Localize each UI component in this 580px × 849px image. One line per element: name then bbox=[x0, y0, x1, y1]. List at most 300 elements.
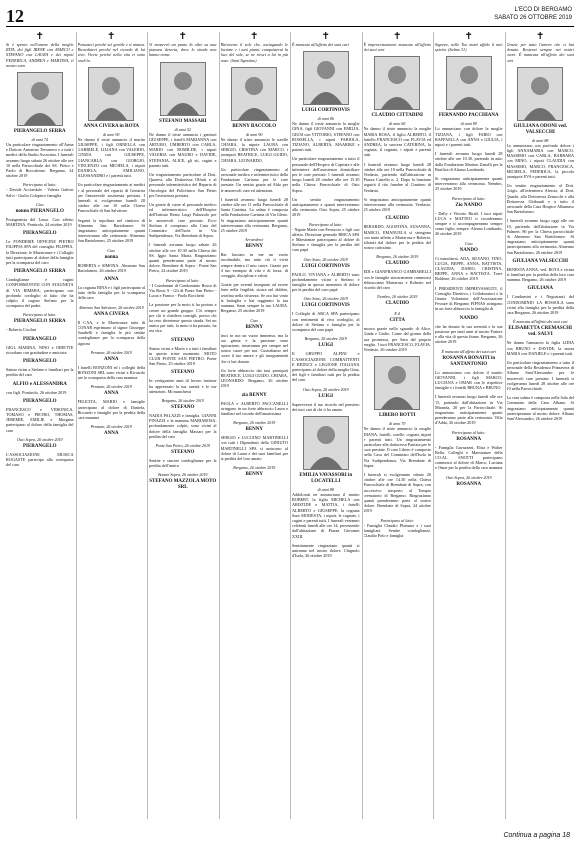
deceased-name: ROSANNA bbox=[456, 481, 482, 487]
deceased-name: GIULIANA bbox=[527, 286, 554, 292]
entry-text: Un particolare ringraziamento ai medici e al personale del reparto di Geriatria per l'amorevole assistenza prestata. I funerali si svolgeranno lunedì 28 ottobre alle ore 10 nella Chiesa Parrocchiale di San Salvatore. bbox=[77, 182, 145, 214]
deceased-name: LIBERO BOTTI bbox=[378, 413, 416, 419]
obituary-entry bbox=[6, 202, 74, 227]
entry-text: - Dally e Vittorio Birali. I tuoi nipoti LUCA e MATTEO ti ricorderanno sempre e ti accompagneranno sempre come figlio, sempre. Alzano Lombardo, 26 ottobre 2019 bbox=[435, 210, 503, 237]
column-divider bbox=[76, 32, 77, 819]
deceased-name: PIERANGELO bbox=[22, 336, 57, 342]
obituary-entry bbox=[435, 56, 503, 147]
portrait-photo bbox=[303, 51, 349, 105]
obituary-entry bbox=[221, 368, 289, 389]
obituary-entry bbox=[149, 172, 217, 198]
deceased-name: ANNA CIVERA in ROTA bbox=[83, 123, 140, 129]
obituary-column bbox=[507, 32, 575, 832]
obituary-entry bbox=[6, 231, 74, 265]
obituary-entry bbox=[221, 282, 289, 313]
obituary-column bbox=[6, 32, 74, 832]
obituary-entry bbox=[6, 72, 74, 178]
entry-text: In vestiguatrio anni di lavoro insieme ha apprezzato la tua onestà e le tue attenzioni. Mi mancherai bbox=[149, 378, 217, 394]
obituary-entry bbox=[435, 394, 503, 425]
entry-note: Prezzate, 26 ottobre 2019 bbox=[90, 349, 132, 355]
entry-note: Osio Sotto, 26 ottobre 2019 bbox=[303, 296, 348, 302]
obituary-entry bbox=[292, 543, 360, 559]
entry-text: - I Condomini di Condominio Rosso di Via Rossi 9 - Gli di Ponte San Pietro - Lucia e Franco - Paolo Rocchetti bbox=[149, 282, 217, 299]
entry-text: Ne danno l'annuncio la figlia LIDIA con BRUNO e DAVIDE, la nuora MARIA con DANIELE e i parenti tutti. bbox=[506, 340, 574, 356]
entry-note: È mancata all'affetto dei suoi cari bbox=[441, 348, 496, 354]
entry-text: Un ringraziamento particolare al Dott. Quaresi, alla Dottoressa Olfatti e al personale infermieristico del Reparto di Oncologia del Policlinico San Pietro per l'assistenza prestata. bbox=[149, 172, 217, 198]
entry-text: Un grazie di cuore al personale medico ed infermieristico dell'Hospice dell'Istituto Beato Luigi Palazzolo per le amorevoli cure prestate. Ecco Stefano il compenso alla Casa del Commiato dell'Isola in Via Sudipendenza, Via Brembate di Sopra. bbox=[149, 202, 217, 239]
entry-text: I funerali avranno luogo lunedì 28 ottobre alle ore 10.30, partendo in auto dalla Fondazione Martino Zanolli per la Basilica di Alzano Lombardo. bbox=[435, 151, 503, 172]
deceased-name: nonno PIERANGELO bbox=[15, 208, 64, 214]
column-divider bbox=[505, 32, 506, 819]
obituary-entry bbox=[221, 32, 289, 63]
column-divider bbox=[362, 32, 363, 819]
obituary-entry bbox=[149, 443, 217, 468]
portrait-photo bbox=[374, 56, 420, 110]
entry-text: con figli. Pontirolo, 26 ottobre 2019 bbox=[6, 389, 67, 395]
column-divider bbox=[147, 32, 148, 819]
entry-text: I Colleghi di ARCA SPA partecipano con sentimenti di viva cordoglio, al dolore di Stefano e famiglia per la scomparsa del caro papà bbox=[292, 311, 360, 333]
obituary-entry bbox=[507, 183, 575, 214]
entry-text: La cara salma è composta nella Sala del Commiato della Casa Albano. Si ringraziano anticipatamente quanti parteciperanno al nostro dolore. Albano Sant'Alessandro, 26 ottobre 2019 bbox=[506, 395, 574, 421]
entry-text: FELICITA, MARIO e famiglie partecipano al dolore di Daniela, Riccardo e famiglie per la perdita della cara mamma bbox=[77, 399, 145, 420]
entry-text: EDI e GIANFRANCO GAMBARELLI con le famiglie sinceramente commossi abbracciano Mariarosa e Roberto nel ricordo del caro bbox=[363, 269, 431, 291]
obituary-entry bbox=[149, 242, 217, 273]
deceased-name: PIERANGELO SERRA bbox=[13, 319, 66, 325]
entry-text: ROBERTA e SIMONA. Almenno San Bartolomeo, 26 ottobre 2019 bbox=[77, 262, 145, 273]
deceased-name: CLAUDIO bbox=[385, 301, 410, 307]
obituary-entry bbox=[292, 387, 360, 412]
obituary-entry bbox=[78, 305, 146, 346]
entry-note: Ciao bbox=[464, 240, 473, 246]
age-label: di anni 52 bbox=[174, 126, 191, 132]
entry-text: Grazie per averml insegnato ad essere forte nella fragilità, sicura nel dubbio, serafina nella tristezza. Se ora hai vinto la battaglia e hai raggiunto la tua mamma. Sarai sempre la tua LAURA. Bergamo, 25 ottobre 2019 bbox=[220, 282, 288, 314]
age-label: di anni 79 bbox=[389, 421, 406, 427]
deceased-name: STEFANO bbox=[171, 337, 195, 343]
obituary-entry bbox=[507, 32, 575, 63]
deceased-name: STEFANO MAZZOLA MOTO SRL bbox=[149, 479, 217, 491]
obituary-entry bbox=[78, 277, 146, 301]
entry-text: I funerali avranno luogo oggi alle ore 10, partendo dall'abitazione in Via Palmeri, 86 per la Chiesa parrocchiale di Almenno San Bartolomeo. Si ringraziano anticipatamente quanti parteciperanno alla cerimonia. Almenno San Bartolomeo, 26 ottobre 2019 bbox=[506, 218, 574, 255]
entry-note: Partecipano al lutto: bbox=[22, 312, 57, 318]
entry-note: Nembro, 26 ottobre 2019 bbox=[377, 294, 418, 300]
obituary-column bbox=[292, 32, 360, 832]
entry-note: Bergamo, 26 ottobre 2019 bbox=[161, 397, 204, 403]
deceased-name: LUIGI bbox=[318, 393, 334, 399]
deceased-name: CITTA bbox=[389, 318, 405, 324]
entry-text: Il GRUPPO ALPINI e L'ASSOCIAZIONE COMBATTENTI E REDUCI e LEGIONE ITALIANA partecipano al dolore della moglie Gina, dei figli e familiari tutti per la perdita del caro bbox=[292, 351, 360, 383]
entry-text: Seguirà la sepoltura nel cimitero di Almenno San Bartolomeo. Si ringraziano anticipatamente quanti interverranno alle cerimonie. Almenno San Bartolomeo, 25 ottobre 2019 bbox=[77, 217, 145, 244]
obituary-entry bbox=[364, 294, 432, 307]
obituary-entry bbox=[435, 241, 503, 282]
age-label: di anni 90 bbox=[246, 131, 263, 137]
obituary-entry bbox=[6, 437, 74, 468]
obituary-column bbox=[364, 32, 432, 832]
obituary-entry bbox=[292, 296, 360, 332]
obituary-entry bbox=[364, 311, 432, 352]
entry-text: I funerali si svolgeranno sabato 26 ottobre alle ore 14.30 nella Chiesa Parrocchiale di Brembate di Sopra, con successivo trasporto al Tempio crematorio di Bergamo. Ringraziamo quanti prenderanno parte al nostro dolore. Brembate di Sopra, 24 ottobre 2019 bbox=[363, 471, 431, 514]
issue-date: SABATO 26 OTTOBRE 2019 bbox=[494, 15, 572, 21]
deceased-name: PIERANGELO bbox=[22, 443, 57, 449]
obituary-entry bbox=[292, 416, 360, 539]
entry-note: Prezzate, 26 ottobre 2019 bbox=[90, 424, 132, 430]
entry-text: Un particolare ringraziamento all'Arma e Dottore Antonino Terranova e a tutti i medici della Studio Associato. I funerali avranno luogo sabato 26 ottobre alle ore 10 nella Parrocchiale dei SS. Pietro e Paolo di Boccaleone. Bergamo, 24 ottobre 2019 bbox=[6, 142, 74, 179]
obituary-entry bbox=[78, 424, 146, 437]
entry-text: È improvvisamente mancato all'affetto dei suoi cari bbox=[363, 42, 431, 53]
obituary-entry bbox=[221, 197, 289, 233]
entry-note: Bergamo, 26 ottobre 2019 bbox=[233, 420, 276, 426]
obituary-entry bbox=[6, 312, 74, 332]
deceased-name: LUIGI CORTINOVIS bbox=[301, 263, 350, 269]
entry-note: Ciao bbox=[107, 247, 116, 253]
deceased-name: BENNY bbox=[245, 324, 263, 330]
deceased-name: PIERANGELO SERRA bbox=[13, 269, 66, 275]
obituary-entry bbox=[435, 349, 503, 391]
entry-text: Ne danno il triste annuncio i genitori GIUSEPPE, i fratelli MARIANNA con ARTURO, UMBERTO con CARLA, MARIO con ROMILDE, i nipoti VALERIA con MAURO e DAVIDE, STEFANIA, ALICE, gli zii, cugini e parenti tutti. bbox=[149, 131, 217, 168]
entry-text: Un particolare ringraziamento a tutto il personale della Residenza Primavera di Albano Sant'Alessandro per le amorevoli cure prestate. I funerali si svolgeranno lunedì 28 ottobre alle ore 10 nella Parrocchiale. bbox=[506, 359, 574, 391]
obituary-entry bbox=[78, 384, 146, 420]
entry-text: Un particolare ringraziamento a tutto il personale dell'Hospice di Capriate e alle infermiere dell'assistenza domiciliare per le cure prestate. I funerali avranno luogo lunedì 28 ottobre alle ore 15.30 nella Chiesa Parrocchiale di Osio Sopra. bbox=[292, 156, 360, 193]
entry-note: Almenno San Salvatore, 26 ottobre 2019 bbox=[78, 304, 144, 310]
entry-text: Si ringraziano anticipatamente quanti interverranno alla cerimonia. Verdasio, 25 ottobre 2019 bbox=[363, 196, 431, 213]
obituary-entry bbox=[221, 237, 289, 278]
obituary-entry bbox=[507, 395, 575, 421]
obituary-column bbox=[221, 32, 289, 832]
portrait-photo bbox=[517, 67, 563, 121]
entry-text: PAOLA e ALBERTO PACCANELLI stringono in un forte abbraccio Laura e familiari nel ricordo dell'amatissima bbox=[220, 400, 288, 416]
obituary-entry bbox=[507, 286, 575, 315]
age-label: di anni 66 bbox=[389, 121, 406, 127]
entry-text: Vi mostrerò un punto là oltre su una pianura deserta, dove le strade non hanno nome. bbox=[149, 42, 217, 58]
age-label: di anni 86 bbox=[317, 116, 334, 122]
entry-note: Ciao bbox=[35, 201, 44, 207]
obituary-entry bbox=[364, 197, 432, 213]
deceased-name: STEFANO bbox=[171, 449, 195, 455]
obituary-entry bbox=[364, 356, 432, 468]
age-label: di anni 74 bbox=[31, 137, 48, 143]
obituary-entry bbox=[292, 156, 360, 192]
deceased-name: ELISABETTA CREMASCHI ved. SALVI bbox=[508, 326, 573, 338]
obituary-entry bbox=[78, 218, 146, 244]
entry-note: Partecipano al lutto: bbox=[22, 182, 57, 188]
deceased-name: CLAUDIO bbox=[385, 261, 410, 267]
entry-text: I fratelli BONZONI ed i colleghi della BONZONI SRL sono vicini a Riccardo per la scomparsa della cara mamma bbox=[77, 364, 145, 381]
cross-icon: ✝ bbox=[393, 32, 402, 42]
obituary-entry bbox=[221, 318, 289, 364]
entry-text: - Nipote Mario con Ferruccio e figli con affetto. Direzione generale BRICA SPA e Maestranze partecipano al dolore di Stefano e famiglia per la perdita del caro papà bbox=[292, 226, 360, 253]
deceased-name: CLAUDIO CITTADINI bbox=[371, 113, 423, 119]
obituary-entry bbox=[149, 278, 217, 299]
obituary-entry bbox=[6, 382, 74, 395]
obituary-entry bbox=[221, 420, 289, 461]
deceased-name: ROSANNA bbox=[456, 436, 482, 442]
deceased-name: BENNY BACCOLO bbox=[232, 123, 277, 129]
obituary-entry bbox=[364, 216, 432, 250]
entry-text: Ne danno il triste annuncio le sorelle CHIARA, la nipote LAURA con SERGIO, CRISTINA con MARCO, i pronipoti BEATRICE, LUIGI GUIDO, CHIARA, LEONARDO. bbox=[220, 136, 288, 163]
column-divider bbox=[433, 32, 434, 819]
portrait-photo bbox=[374, 356, 420, 410]
entry-text: FRANCESCO e VERONICA, TOMASO e PIETRO, THOMAS, JEREMIE, EMILIE e Morgana partecipano al dolore della famiglia del caro bbox=[6, 406, 74, 433]
age-label: di anni 90 bbox=[103, 131, 120, 137]
entry-text: ancora grazie nello sguardo di Alice, Giada e Giulio. Come dal giorno della sua promessa, per Sara dal proprio meglio. I tuoi FRANCESCO, FLAVIA. Verdasio, 26 ottobre 2019 bbox=[363, 326, 431, 353]
entry-text: Si è spento nell'amore della moglie RITA, dei figli IRENE con MARCO e STEFANO con LAURA e dei nipoti FEDERICA, ANDREA e MARTINA, il nostro caro bbox=[6, 42, 74, 68]
obituary-column bbox=[78, 32, 146, 832]
entry-text: I funerali avranno luogo lunedì 28 ottobre alle ore 10 nella Parrocchiale di Verdasio, partendo dall'abitazione in Piazza Castello n. 2. Dopo la funzione seguirà il rito funebre al Cimitero di Verdasio. bbox=[363, 161, 431, 193]
entry-text: Un sentito ringraziamento anticipatamente a quanti interverranno alla cerimonia. Osio Sopra, 25 ottobre 2019 bbox=[292, 196, 360, 218]
entry-text: Lo annunciano con dolore il marito GIOVANNI, i figli MARCO, LUCIANA e OMAR con le rispettive famiglie e i fratelli BRUNA e BRUNO. bbox=[435, 369, 503, 391]
portrait-photo bbox=[17, 72, 63, 126]
obituary-entry bbox=[435, 475, 503, 488]
obituary-entry bbox=[292, 336, 360, 382]
entry-note: Prezzate, 26 ottobre 2019 bbox=[90, 384, 132, 390]
obituary-entry bbox=[6, 182, 74, 197]
deceased-name: FERNANDO PACCHIANA bbox=[438, 113, 499, 119]
obituary-entry bbox=[78, 248, 146, 273]
entry-text: Le FONDERIE OFFICINE PIETRO FILIPPIA SPA del consiglio FILIPPIA, la Direzione, le Maestranze e i Collaghi tutti partecipano al dolore della famiglia per la scomparsa del caro bbox=[6, 239, 74, 266]
cross-icon: ✝ bbox=[464, 32, 473, 42]
deceased-name: ROSANNA BONAITI in SANTANTONIO bbox=[442, 355, 496, 367]
entry-note: Osio Sotto, 26 ottobre 2019 bbox=[303, 256, 348, 262]
cross-icon: ✝ bbox=[321, 32, 330, 42]
obituary-entry bbox=[221, 67, 289, 163]
entry-text: I funerali avranno luogo lunedì 28 ottobre alle ore 11 nella Parrocchiale di Santa Caterina. La salma è composta nella Fondazione Carisma di Via Gleno. Si ringraziano anticipatamente quanti interverranno alla cerimonia. Bergamo, 25 ottobre 2019 bbox=[220, 196, 288, 234]
entry-text: Ne danno il triste annuncio la moglie MARIA ROSA, il figlio ALBERTO, il fratello FRANCESCO con FLAVIA ed ANDREA, la suocera CATERINA, la cognata, il cognato, i nipoti e parenti tutti. bbox=[363, 126, 431, 158]
entry-text: Grazie per tutto l'amore che ci hai donato. Resterai sempre nei nostri cuori. È mancata all'affetto dei suoi cari bbox=[506, 42, 574, 63]
deceased-name: PIERANGELO bbox=[22, 359, 57, 365]
deceased-name: GIULIANA VALSECCHI bbox=[512, 258, 569, 264]
obituary-entry bbox=[507, 259, 575, 283]
entry-text: Saimo vicini a Stefano e familiari per la perdita del caro bbox=[6, 367, 74, 378]
entry-text: Ne danno il triste annuncio la moglie DIANA, fratelli, sorelle, cognati, nipoti e parenti tutti. Un ringraziamento particolare alla dottoressa Patrizia per le cure prestate. Il caro Libero è composto nella Casa del Commiato dell'Isola in Via Sudipendenza, Via Brembate di Sopra. bbox=[363, 426, 431, 468]
deceased-name: STEFANO MASSARI bbox=[158, 118, 207, 124]
deceased-name: zia BENNY bbox=[241, 392, 267, 398]
portrait-photo bbox=[88, 67, 134, 121]
entry-text: - Davide Acciardulo - Valeria Galessi Salvi - Giulio Colaprice famiglia bbox=[6, 187, 74, 198]
obituary-entry bbox=[364, 472, 432, 514]
entry-text: Il CAA, e le Maestranze tutte di CONAR esprimono al signor Giuseppe Sarabelli e famiglia le più sentite condoglianze per la scomparsa della signora bbox=[77, 319, 145, 346]
obituary-entry bbox=[435, 196, 503, 237]
entry-text: Un particolare ringraziamento al personale medico e infermieristico della Fondazione Carisma per le cure prestate. Un sentito grazie ad Aldo per le amorevoli cure ed attenzioni. bbox=[220, 166, 288, 193]
entry-text: Un forte abbraccio dai tuoi pronipoti BEATRICE, LUIGI GUIDO, CHIARA, LEONARDO. Bergamo, 26 ottobre 2019 bbox=[220, 367, 288, 389]
obituary-entry bbox=[149, 32, 217, 58]
entry-note: Arrivederci bbox=[245, 237, 264, 243]
header-rule bbox=[6, 26, 574, 27]
obituary-entry bbox=[507, 360, 575, 391]
obituary-entry bbox=[149, 370, 217, 394]
entry-note: Partecipano al lutto: bbox=[165, 277, 200, 283]
entry-note: Ciao bbox=[250, 317, 259, 323]
deceased-name: PIERANGELO bbox=[22, 231, 57, 237]
obituary-entry bbox=[221, 393, 289, 417]
cross-icon: ✝ bbox=[35, 32, 44, 42]
deceased-name: LUIGI CORTINOVIS bbox=[301, 108, 350, 114]
age-label: di anni 88 bbox=[317, 486, 334, 492]
obituary-entry bbox=[435, 32, 503, 52]
entry-text: ERNESTA ANNA, ved. ROTA e vicina ai familiari per la perdita della loro cara mamma. Bergamo, 26 ottobre 2019 bbox=[506, 266, 574, 283]
cross-icon: ✝ bbox=[250, 32, 259, 42]
obituary-entry bbox=[292, 51, 360, 152]
obituary-entry bbox=[221, 465, 289, 478]
entry-text: Supereverai il tuo ricordo nel pensiero dei tuoi cari di chi ti ha amato. bbox=[292, 401, 360, 412]
obituary-entry bbox=[292, 32, 360, 47]
entry-text: Ne danno il triste annuncio il marito GIUSEPPE, i figli ORNELLA con GABRIELE, LILIANA con VALERIO, CINZIA con GIUSEPPE, GIANCARLA con GIORGIO, VINCENZO con MICHELA, i nipoti DANIELA, EMILIANO, ALESSANDRO e i parenti tutti. bbox=[77, 136, 145, 179]
obituary-entry bbox=[364, 254, 432, 290]
entry-text: PAOLO, VIVIANA e ALBERTO sono profondamente vicini a Stefano e famiglia in questo momento di dolore per la perdita del caro papà bbox=[292, 271, 360, 293]
entry-text: Hai lasciato in me un vuoto incolmabile, ma tutto ciò ti vivrà sempre dentro il mio cuore. Grazie per il tuo esempio di vita e di forza, di coraggio, disciplina e valori. bbox=[220, 252, 288, 279]
entry-note: E.il bbox=[394, 311, 401, 317]
entry-text: - Famiglia Claudio Plomaso e i suoi famigliari. Sentite condoglianze, Claudio Polo e famiglia bbox=[363, 522, 431, 538]
obituary-entry bbox=[435, 176, 503, 192]
page-header bbox=[0, 0, 580, 30]
entry-text: SERGIO e LUCIANO MARTINELLI con tutti i Dipendenti della GINIUTO MARTINELLI SPA si uniscono al dolore di Laura e dei suoi familiari per la perdita del loro amato bbox=[220, 435, 288, 461]
deceased-name: nonna bbox=[104, 254, 118, 260]
entry-text: Sentite e sincere condoglianze per la perdita dell'amico bbox=[149, 457, 217, 469]
entry-text: - Famiglia Gavazzeni, Elisa e Walter Bella. Colleghi e Maestranze della CO.AL. SNOTTI partecipano commossi al dolore di Marco, Luciana e Omar per la perdita della cara mamma bbox=[435, 444, 503, 471]
obituary-entry bbox=[6, 32, 74, 68]
age-label: di anni 89 bbox=[460, 121, 477, 127]
entry-text: Pensateci perché sei gentile e ti amava. Ricordatevi perché nel ricordo di lui vivo. Vivete perché nella vita ci sono anch'io. bbox=[77, 42, 145, 63]
entry-text: Lo annunciano con profondo dolore i figli ANNAMARIA con MARCO, MASSIMO con CARLA, BARBARA con MINO, i nipoti CLAUDIA con MASSIMO, MARCO, FRANCESCA, MICHELA, FEDERICA, la piccola pronipote EVA e parenti tutti. bbox=[506, 142, 574, 180]
entry-note: Bonate Sopra, 26 ottobre 2019 bbox=[158, 472, 208, 478]
obituary-entry bbox=[6, 399, 74, 433]
portrait-photo bbox=[160, 62, 206, 116]
obituary-entry bbox=[149, 62, 217, 168]
deceased-name: ALFIO e ALESSANDRA bbox=[12, 381, 67, 387]
entry-text: Sentitamente ringraziano quanti si uniranno nel nostro dolore. Chignolo d'Isola, 26 ottobre 2019 bbox=[292, 542, 360, 559]
deceased-name: BENNY bbox=[245, 427, 263, 433]
obituary-entry bbox=[435, 151, 503, 172]
obituary-entry bbox=[435, 286, 503, 312]
deceased-name: BENNY bbox=[245, 244, 263, 250]
obituary-entry bbox=[149, 398, 217, 439]
entry-note: Osio Sopra, 26 ottobre 2019 bbox=[445, 474, 492, 480]
entry-note: Partecipano al lutto: bbox=[451, 429, 486, 435]
cross-icon: ✝ bbox=[536, 32, 545, 42]
obituary-entry bbox=[149, 472, 217, 491]
deceased-name: ANNA CIVERA bbox=[93, 311, 129, 317]
continuation-note: Continua a pagina 18 bbox=[503, 832, 570, 839]
entry-text: I funerali avranno luogo lunedì alle ore 15, partendo dall'abitazione in Via Miranda, 20 per la Parrocchiale. Si ringraziano anticipatamente quanti prenderanno parte alla cerimonia. Villa d'Adda, 26 ottobre 2019 bbox=[435, 394, 503, 426]
deceased-name: NANDO bbox=[459, 247, 478, 253]
deceased-name: NANDO bbox=[459, 315, 478, 321]
obituary-entry bbox=[507, 319, 575, 356]
entry-text: Protagonista del Lasso. Con affetto MARTINA. Pontirolo, 24 ottobre 2019 bbox=[6, 216, 74, 228]
entry-note: Osio Sopra, 26 ottobre 2019 bbox=[302, 386, 349, 392]
entry-text: La cognata RINA e i figli partecipano al lutto della famiglia per la scomparsa della cara bbox=[77, 285, 145, 301]
column-divider bbox=[219, 32, 220, 819]
obituary-entry bbox=[292, 197, 360, 218]
entry-text: lasci in noi un vuoto immenso, ma la tua grinta e la passione sono ispirazione, rimarranno per sempre nel nostro cuore per noi. Custodiamo nel cuore il tuo amore e gli insegnamenti che ci hai donato. bbox=[220, 332, 288, 364]
deceased-name: LUIGI CORTINOVIS bbox=[301, 303, 350, 309]
entry-text: L'ASSOCIAZIONE MUSICA ROGASTE partecipa alla scomparsa del caro bbox=[6, 451, 74, 468]
entry-note: Ponte San Pietro, 26 ottobre 2019 bbox=[155, 442, 211, 448]
obituary-entry bbox=[149, 302, 217, 333]
entry-text: Si ringraziano anticipatamente quanti interverranno alla cerimonia. Nembro, 25 ottobre 2019 bbox=[435, 176, 503, 192]
portrait-photo bbox=[446, 56, 492, 110]
entry-text: I PRESIDENTI IMPREVASSUITI, il Consiglio Direttivo, i Collaboratori e la Giunta Volontaria dell'Associazione Fessure di Bergamo FIPNAS stringono in un forte abbraccio la famiglia di bbox=[435, 285, 503, 312]
obituary-entry bbox=[364, 56, 432, 157]
entry-text: Siamo vicini a Mario e a tutti i familiari in questo triste momento. MOTO CLUB PONTE SAN PIETRO. Ponte San Pietro, 25 ottobre 2019 bbox=[149, 345, 217, 367]
deceased-name: BENNY bbox=[245, 472, 263, 478]
entry-text: Signore, nelle Tue mani affido il mio spirito. (Salmo 31) bbox=[435, 42, 503, 53]
entry-text: I funerali avranno luogo sabato 26 ottobre alle ore 10.30 nella Chiesa dei SS. Iggio Santa Maria. Ringraziamo quanti prenderanno parte al nostro dolore. Brembate di Sopra - Ponte San Pietro, 24 ottobre 2019 bbox=[149, 242, 217, 274]
obituary-entry bbox=[507, 218, 575, 254]
entry-text: Condoglianze e cugini CONFORMOTONI CON STAGNETA di VIA RIMERA, partecipano con profondo cordoglio al lutto che ha colpito il cugino Stefano per la scomparsa del padre. bbox=[6, 277, 74, 309]
entry-text: Lo annunciano con dolore la moglie TIZIANA, i figli FABIO con RAFFAELLA con ANNA e GIULIA, i nipoti e i parenti tutti. bbox=[435, 126, 503, 148]
portrait-photo bbox=[303, 416, 349, 470]
obituary-entry bbox=[364, 162, 432, 193]
obituary-entry bbox=[78, 182, 146, 213]
obituary-entry bbox=[221, 167, 289, 193]
entry-note: Partecipano al lutto: bbox=[308, 221, 343, 227]
deceased-name: PIERANGELO bbox=[22, 398, 57, 404]
obituary-entry bbox=[78, 67, 146, 179]
obituary-entry bbox=[507, 67, 575, 179]
obituary-entry bbox=[6, 269, 74, 308]
obituary-entry bbox=[364, 518, 432, 539]
obituary-entry bbox=[435, 316, 503, 345]
paper-name: L'ECO DI BERGAMO bbox=[514, 7, 572, 13]
column-divider bbox=[290, 32, 291, 819]
obituary-entry bbox=[149, 338, 217, 367]
entry-note: È mancata all'affetto dei suoi cari bbox=[512, 319, 568, 325]
cross-icon: ✝ bbox=[107, 32, 116, 42]
obituary-entry bbox=[78, 32, 146, 63]
entry-text: NADIA PALAZZI e famiglia. GIANNI FINAZZI e la mamma MARIAROSA, profondamente colpiti, sono vicini al dolore della famiglia Massari per la perdita del caro bbox=[149, 412, 217, 439]
cross-icon: ✝ bbox=[178, 32, 187, 42]
page-number: 12 bbox=[6, 6, 24, 26]
entry-text: È mancato all'affetto dei suoi cari bbox=[292, 42, 350, 47]
entry-text: - Roberta Cicolari bbox=[6, 327, 37, 333]
deceased-name: PIERANGELO SERRA bbox=[13, 129, 66, 135]
entry-note: Partecipano al lutto: bbox=[380, 517, 415, 523]
obituary-entry bbox=[149, 202, 217, 238]
deceased-name: CLAUDIO bbox=[385, 216, 410, 222]
deceased-name: ANNA bbox=[104, 391, 119, 397]
entry-note: Osio Sopra, 26 ottobre 2019 bbox=[16, 436, 63, 442]
obituary-entry bbox=[78, 350, 146, 381]
obituary-entry bbox=[435, 430, 503, 471]
deceased-name: EMILIA VAVASSORI in LOCATELLI bbox=[299, 472, 353, 484]
entry-note: Bergamo, 26 ottobre 2019 bbox=[376, 254, 419, 260]
deceased-name: ANNA bbox=[104, 356, 119, 362]
deceased-name: GIULIANA ODONI ved. VALSECCHI bbox=[513, 123, 567, 135]
deceased-name: Zio NANDO bbox=[455, 202, 483, 208]
entry-text: Addolorati ne annunciano il marito ROBERT, la figlia MICHELA con ARISTIDE e MATTIA, i fratelli ALBERTO e GIUSEPPE, la cognata Suor MODESTA, i nipoti, le cognate, i cugini e parenti tutti. I funerali verranno celebrati lunedì alle ore 14, provenendo dall'abitazione di Piazza Giovanni XXIII. bbox=[292, 491, 360, 539]
obituary-entry bbox=[292, 222, 360, 253]
entry-text: Ne danno il triste annuncio la moglie GINA, figli GIOVANNI con EMILIA, GIUSI con VITTORIO, STEFANO con ROSSELLA, i nipoti FABIOLA, TIZIANO, ALBERTA, MAARIKE e parenti tutti. bbox=[292, 121, 360, 153]
deceased-name: ANNA bbox=[104, 431, 119, 437]
masthead bbox=[494, 6, 572, 22]
obituary-column bbox=[149, 32, 217, 832]
obituary-entry bbox=[292, 257, 360, 293]
entry-note: Partecipano al lutto: bbox=[451, 195, 486, 201]
obituary-column bbox=[435, 32, 503, 832]
portrait-photo bbox=[231, 67, 277, 121]
deceased-name: STEFANO bbox=[171, 370, 195, 376]
entry-text: Ci mancherai. ADA, SILVANO, TINO, LUCIA, BEPPE, ANNA, BATTISTA, CLAUDIA, DARIO, CRISTINA, BEPPE, ANNA e BATTISTA. Torre Boldone, 26 ottobre 2019 bbox=[435, 255, 503, 282]
deceased-name: LUIGI bbox=[318, 343, 334, 349]
entry-note: Bergamo, 26 ottobre 2019 bbox=[304, 336, 347, 342]
deceased-name: ANNA bbox=[104, 277, 119, 283]
entry-text: La passione per la moto ti ha portato a creare un grande gruppo. C'ei sempre per chi ti chiedeva consigli, presso chi ha reso divertente questa strada. Sei un amico per tutti, la moto ti ha passato, ha rea vita. bbox=[149, 302, 217, 334]
entry-text: BERARDO, AGOSTINA, SUSANNA, MARCO, EMANUELA si stringono con tanto affetto a Mariarosa e Roberto, affranti dal dolore per la perdita del nostro carissimo bbox=[363, 224, 431, 251]
entry-text: I Condomini e i Negozianti del CONDOMINIO LA BOSSOLA sono vicini alla famiglia per la perdita della cara Bergamo, 26 ottobre 2019 bbox=[506, 294, 574, 316]
age-label: di anni 88 bbox=[532, 137, 549, 143]
obituary-entry bbox=[6, 337, 74, 355]
entry-text: Un sentito ringraziamento al Dott. Grigis, all'infermiera Alessia, al Dott. Quadri, alla Dottoressa Zenucchi e alla Dottoressa Ghibaudi e a tutto il personale della Casa Hospice Albamaso San Bartolomeo. bbox=[506, 183, 574, 215]
obituary-entry bbox=[364, 32, 432, 52]
obituary-entry bbox=[6, 359, 74, 377]
